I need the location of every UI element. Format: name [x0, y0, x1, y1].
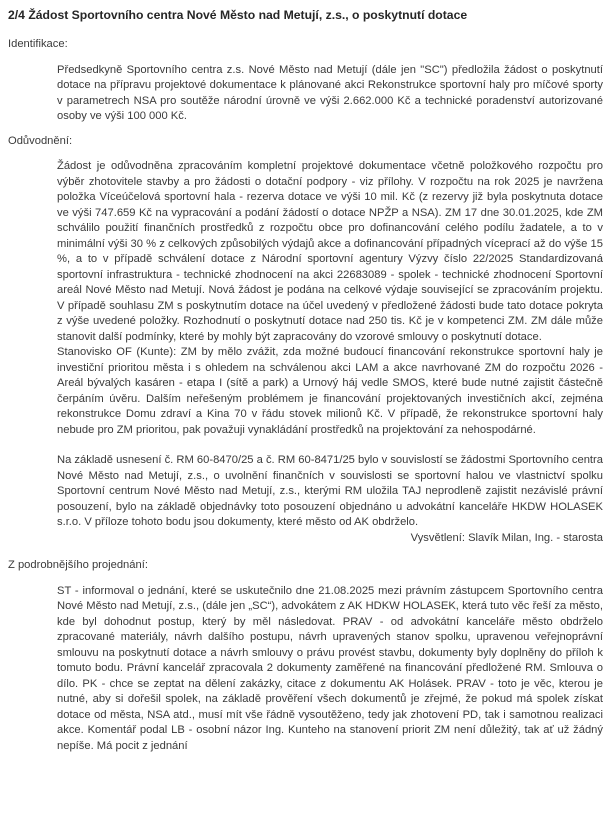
section-projednani — [57, 584, 603, 755]
identifikace-paragraph: Předsedkyně Sportovního centra z.s. Nové Město nad Metují (dále jen "SC") předložila žádost o poskytnutí dotace na přípravu projektové dokumentace k plánované akci Rekonstrukce sportovní haly pro míčové sporty v parametrech NSA pro soutěže národní úrovně ve výši 2.662.000 Kč a technické poradenství autorizované osoby ve výši 100 000 Kč. — [57, 63, 603, 122]
oduvodneni-paragraph-zadost: Žádost je odůvodněna zpracováním kompletní projektové dokumentace včetně položkového rozpočtu pro výběr zhotovitele stavby a pro žádosti o dotační podpory - viz přílohy. V rozpočtu na rok 2025 je navržena položka Víceúčelová sportovní hala - rezerva dotace ve výši 10 mil. Kč (z rezervy již byla poskytnuta dotace ve výši 747.659 Kč na vypracování a podání žádostí o dotace NPŽP a NSA). ZM 17 dne 30.01.2025, kde ZM schválilo použití finančních prostředků z rozpočtu obce pro dofinancování celého podílu žadatele, a to v minimální výši 30 % z celkových způsobilých výdajů akce a dofinancování případných víceprací až do výše 15 %, a to v případě schválení dotace z Národní sportovní agentury Výzvy číslo 22/2025 Standardizovaná sportovní infrastruktura - technické zhodnocení na akci 22683089 - spolek - technické zhodnocení Sportovní areál Nové Město nad Metují. Nová žádost je podána na celkové výdaje související se zpracováním projektu. V případě souhlasu ZM s poskytnutím dotace na účel uvedený v předložené žádosti bude tato dotace pokryta z výše uvedené položky. Rozhodnutí o poskytnutí dotace nad 250 tis. Kč je v kompetenci ZM. ZM dále může stanovit další podmínky, které by mohly být zapracovány do vzorové smlouvy o poskytnutí dotace. — [57, 160, 603, 343]
projednani-paragraph: ST - informoval o jednání, které se uskutečnilo dne 21.08.2025 mezi právním zástupcem Sportovního centra Nové Město nad Metují, z.s., (dále jen „SC“), advokátem z AK HDKW HOLASEK, která tuto věc řeší za město, kde byl dohodnut postup, který by měl následovat. PRAV - od advokátní kanceláře město obdrželo zpracované materiály, návrh dalšího postupu, návrh upravených stanov spolku, upravenou veřejnoprávní smlouvu na poskytnutí dotace a návrh smlouvy o právu provést stavbu, dokumenty byly doplněny do příloh k tomuto bodu. Právní kancelář zpracovala 2 dokumenty zaměřené na financování předložené RM. Smlouva o dílo. PK - chce se zeptat na dělení zakázky, citace z dokumentu AK Holásek. PRAV - toto je věc, kterou je nutné, aby si dořešil spolek, na základě prověření všech dokumentů je zřejmé, že pokud má spolek získat dotace od města, NSA atd., musí mít vše řádně vysoutěženo, tedy jak zhotovení PD, tak i samotnou realizaci akce. Komentář podal LB - osobní názor Ing. Kunteho na stanovení priorit ZM není důležitý, tak ať už žádný nepíše. Má pocit z jednání — [57, 584, 603, 752]
section-label-oduvodneni: Odůvodnění: — [8, 134, 73, 147]
vysvetleni-line: Vysvětlení: Slavík Milan, Ing. - starosta — [410, 531, 603, 544]
oduvodneni-paragraph-usneseni: Na základě usnesení č. RM 60-8470/25 a č. RM 60-8471/25 bylo v souvislostí se žádostmi Sportovního centra Nové Město nad Metují, z.s., o uvolnění finančních v souvislosti se sportovní halou ve vlastnictví spolku Sportovní centrum Nové Město nad Metují, z.s., kterými RM uložila TAJ neprodleně zajistit nezávislé právní posouzení, bylo na základě objednávky toto posouzení objednáno u advokátní kanceláře HKDW HOLASEK s.r.o. V příloze tohoto bodu jsou dokumenty, které město od AK obdrželo. — [57, 454, 603, 528]
section-label-identifikace: Identifikace: — [8, 38, 68, 50]
section-label-projednani: Z podrobnějšího projednání: — [8, 559, 148, 571]
oduvodneni-paragraph-stanovisko: Stanovisko OF (Kunte): ZM by mělo zvážit, zda možné budoucí financování rekonstrukce sportovní haly je investiční prioritou města i s ohledem na schválenou akci LAM a akce navrhované ZM do rozpočtu 2026 - Areál bývalých kasáren - etapa I (sítě a park) a Urnový háj vedle SMOS, které bude nutné zajistit částečně čerpáním úvěru. Dalším neřešeným problémem je financování projektovaných investičních akcí, zejména rekonstrukce Domu zdraví a Kina 70 v řádu stovek milionů Kč. V případě, že rekonstrukce sportovní haly nebude pro ZM prioritou, pak považuji vynakládání prostředků na projektování za nehospodárné. — [57, 346, 603, 436]
section-identifikace — [57, 63, 603, 125]
document-title: 2/4 Žádost Sportovního centra Nové Město nad Metují, z.s., o poskytnutí dotace — [8, 8, 468, 22]
section-oduvodneni — [57, 159, 603, 531]
